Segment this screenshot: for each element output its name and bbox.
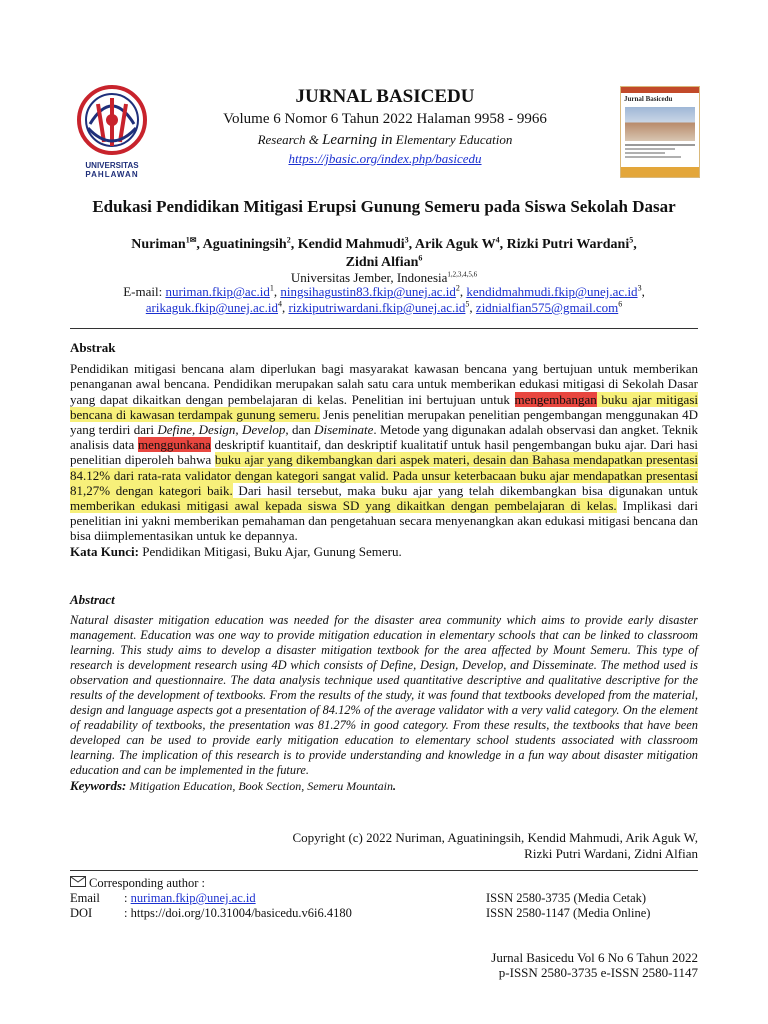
kata-kunci [70,544,698,559]
cover-title: Jurnal Basicedu [624,95,673,103]
envelope-icon [70,876,86,887]
abstrak-body [70,361,698,543]
section-divider [70,328,698,329]
author-sup: 6 [418,253,423,263]
logo-line1: UNIVERSITAS [85,161,139,170]
abstrak-text: Dari hasil tersebut, maka buku ajar yang telah dikembangkan bisa digunakan untuk [232,482,698,498]
article-title: Edukasi Pendidikan Mitigasi Erupsi Gunung Semeru pada Siswa Sekolah Dasar [92,197,676,216]
footer-doi-value[interactable]: : https://doi.org/10.31004/basicedu.v6i6.4180 [124,906,352,920]
author-name: Rizki Putri Wardani [506,237,630,252]
abstrak-italic: Define, Design, Develop, [157,422,289,438]
page-footer [70,950,698,980]
abstrak-text: Jenis penelitian merupakan penelitian pengembangan menggunakan 4D yang terdiri dari [70,406,698,438]
email-sup: 3 [637,283,642,293]
keywords-label: Keywords: [70,778,127,793]
keywords-text: Mitigation Education, Book Section, Semeru Mountain [126,779,393,793]
copyright-line1: Copyright (c) 2022 Nuriman, Aguatiningsih, Kendid Mahmudi, Arik Aguk W, [292,830,698,845]
email-sup: 5 [465,299,470,309]
author-name: Kendid Mahmudi [297,237,405,252]
highlight-yellow: buku ajar mitigasi bencana di kawasan terdampak gunung semeru. [70,391,698,422]
author-name: Zidni Alfian [345,255,419,270]
highlight-yellow: memberikan edukasi mitigasi awal kepada siswa SD yang dikaitkan dengan pembelajaran di kelas. [70,498,617,514]
email-label: E-mail: [123,284,166,299]
abstrak-text: dan [288,422,315,438]
email-link[interactable]: nuriman.fkip@ac.id [165,284,270,299]
abstract-body: Natural disaster mitigation education was needed for the disaster area community which aims to provide early disaster management. Education was one way to provide mitigation education in elementary schools that can be linked to classroom learning. This study aims to develop a disaster mitigation textbook for the area affected by Mount Semeru. This type of research is development research using 4D which consists of Define, Design, Develop, and Disseminate. The method used is observation and questionnaire. The data analysis technique used quantitative descriptive and qualitative descriptive for the results of the development of textbooks. From the results of the study, it was found that textbooks developed from the material, design and language aspects got a presentation of 84.12% of the average validator with a very valid category. On the element of readability of textbooks, the presentation was 81.27% in good category. From these results, the textbooks that have been developed can be used to provide early mitigation education to elementary school students associated with classroom learning. The implication of this research is to provide understanding and knowledge in a fun way about disaster mitigation education and can be implemented in the future. [70,613,698,777]
email-link[interactable]: rizkiputriwardani.fkip@unej.ac.id [288,300,466,315]
highlight-red: mengembangan [514,391,597,407]
email-link[interactable]: arikaguk.fkip@unej.ac.id [145,300,278,315]
author-list: Nuriman$^{1✉}$, Aguatiningsih$^2$, Kendid Mahmudi$^3$, Arik Aguk $W^4$, Rizki Putri Wardani$^5$, Zidni Alfian$^6$ [131,235,637,270]
author-name: Arik Aguk W [414,237,496,252]
correspondence-footer [70,876,698,921]
author-sup: 5 [629,235,634,245]
journal-cover-thumbnail [620,86,700,178]
email-link[interactable]: zidnialfian575@gmail.com [475,300,619,315]
abstrak-italic: Diseminate [314,422,374,438]
footer-email-label: Email [70,891,100,905]
corresponding-author [70,876,698,891]
footer-email-link[interactable]: nuriman.fkip@unej.ac.id [130,891,256,905]
abstrak-text: Implikasi dari penelitian ini yakni memberikan pemahaman dan pengetahuan secara menyenangkan akan edukasi mitigasi bencana dan bisa diimplementasikan untuk ke depannya. [70,498,698,544]
kata-kunci-label: Kata Kunci: [70,543,139,559]
issn-online: ISSN 2580-1147 (Media Online) [486,906,651,920]
footer-divider [70,870,698,871]
abstrak-text: Pendidikan mitigasi bencana alam diperlukan bagi masyarakat kawasan bencana yang bertujuan untuk memberikan penanganan awal bencana. Pendidikan merupakan salah satu cara untuk memberikan edukasi mitigasi di Sekolah Dasar yang dapat dikaitkan dengan pembelajaran di kelas. Penelitian ini bertujuan untuk [70,361,698,407]
email-link[interactable]: ningsihagustin83.fkip@unej.ac.id [280,284,456,299]
email-sup: 1 [269,283,274,293]
cover-photo [625,107,695,141]
logo-line2: PAHLAWAN [85,170,139,179]
journal-header [160,86,610,168]
author-name: Aguatiningsih [202,237,287,252]
email-sup: 4 [277,299,282,309]
university-logo-emblem [70,84,154,156]
abstract-section [70,592,698,794]
author-sup: 2 [286,235,291,245]
copyright [70,830,698,862]
journal-name: JURNAL BASICEDU [295,86,475,107]
highlight-red: menggunkana [137,437,211,453]
author-sup: 1✉ [185,235,197,245]
footer-doi-label: DOI [70,906,93,920]
tagline-pre: Research & [257,132,323,147]
footer-issn-info: p-ISSN 2580-3735 e-ISSN 2580-1147 [498,965,698,980]
tagline-post: Elementary Education [392,132,513,147]
email-sup: 2 [455,283,460,293]
email-list: E-mail: $nuriman.fkip@ac.id^1$, $ningsihagustin83.fkip@unej.ac.id^2$, $kendidmahmudi.fkip@unej.ac.id^3$, $arikaguk.fkip@unej.ac.id^4$, $rizkiputriwardani.fkip@unej.ac.id^5$, zidnialfian575@gmail.com$^6$ [123,283,645,315]
affiliation-sup: 1,2,3,4,5,6 [447,270,478,279]
abstract-heading: Abstract [70,592,115,607]
footer-email-sep: : [124,891,131,905]
abstrak-text: . Metode yang digunakan adalah observasi dan angket. Teknik analisis data [70,422,698,453]
author-sup: 4 [495,235,500,245]
author-name: Nuriman [131,237,186,252]
corresponding-label: Corresponding author : [89,876,205,890]
copyright-line2: Rizki Putri Wardani, Zidni Alfian [524,846,698,861]
abstrak-heading: Abstrak [70,340,116,355]
journal-tagline [160,131,610,149]
kata-kunci-text: Pendidikan Mitigasi, Buku Ajar, Gunung Semeru. [138,543,402,559]
abstrak-text: deskriptif kuantitaif, dan deskriptif kualitatif untuk hasil pengembangan buku ajar. Dari hasi penelitian diperoleh bahwa [70,437,698,468]
abstrak-section [70,340,698,559]
highlight-yellow: buku ajar yang dikembangkan dari aspek materi, desain dan Bahasa mendapatkan presentasi 84.12% dari rata-rata validator dengan kategori sangat valid. Pada unsur keterbacaan buku ajar mendapatkan presentasi 81,27% dengan kategori baik. [70,452,698,498]
tagline-mid: Learning in [322,132,393,148]
email-sup: 6 [618,299,623,309]
journal-volume: Volume 6 Nomor 6 Tahun 2022 Halaman 9958 - 9966 [223,111,547,127]
journal-url-link[interactable]: https://jbasic.org/index.php/basicedu [288,151,482,166]
footer-journal-info: Jurnal Basicedu Vol 6 No 6 Tahun 2022 [491,950,698,965]
issn-print: ISSN 2580-3735 (Media Cetak) [486,891,647,905]
email-link[interactable]: kendidmahmudi.fkip@unej.ac.id [466,284,638,299]
keywords [70,778,698,794]
university-logo [70,84,154,179]
affiliation-text: Universitas Jember, Indonesia [290,270,448,285]
keywords-end: . [392,779,396,793]
author-sup: 3 [404,235,409,245]
